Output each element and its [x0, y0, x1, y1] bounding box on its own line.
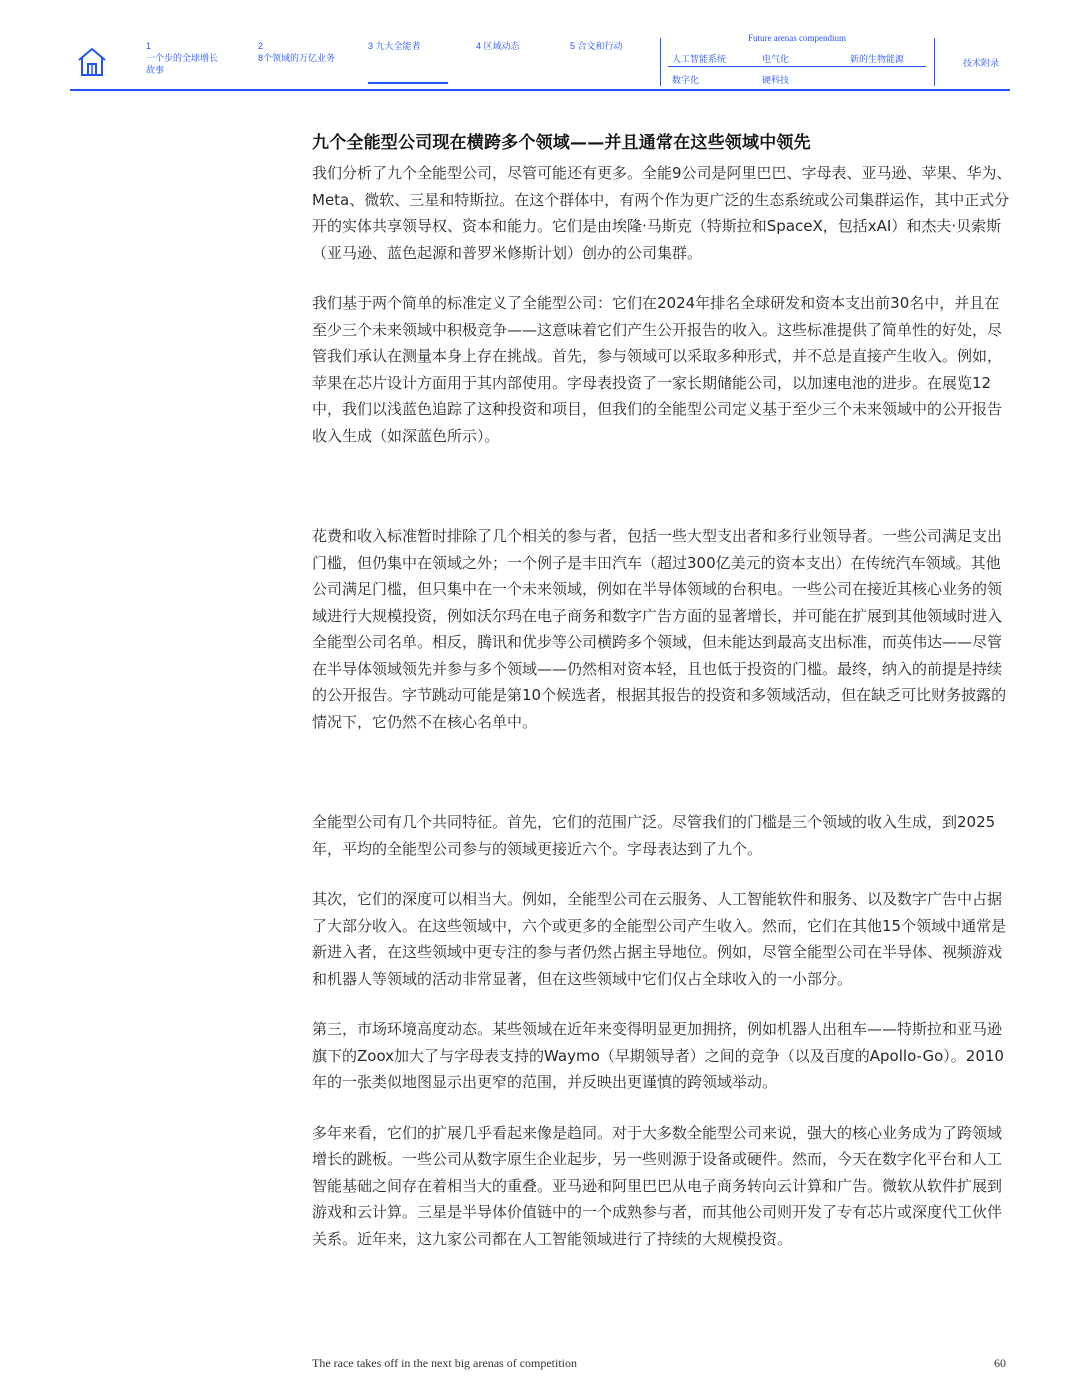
nav-label: 合文和行动	[577, 41, 623, 51]
nav-num: 3	[368, 41, 374, 51]
appendix-link[interactable]: 技术附录	[963, 59, 1000, 69]
page-number: 60	[994, 1356, 1006, 1370]
nav-label: 区域动态	[483, 41, 520, 51]
header-rule	[70, 89, 1010, 91]
arena-link[interactable]: 硬科技	[762, 76, 790, 86]
arena-link[interactable]: 新的生物能源	[850, 55, 905, 65]
divider	[934, 38, 935, 86]
nav-item-1[interactable]	[146, 40, 226, 76]
nav-label: 一个步的全球增长故事	[146, 53, 219, 75]
divider	[668, 66, 926, 67]
nav-num: 5	[570, 41, 576, 51]
nav-label: 九大全能者	[375, 41, 421, 51]
nav-item-4[interactable]	[476, 40, 536, 52]
paragraph: 我们分析了九个全能型公司，尽管可能还有更多。全能9公司是阿里巴巴、字母表、亚马逊、苹果、华为、Meta、微软、三星和特斯拉。在这个群体中，有两个作为更广泛的生态系统或公司集群运作，其中正式分开的实体共享领导权、资本和能力。它们是由埃隆·马斯克（特斯拉和SpaceX，包括xAI）和杰夫·贝索斯（亚马逊、蓝色起源和普罗米修斯计划）创办的公司集群。	[312, 164, 1012, 262]
home-icon[interactable]	[76, 46, 108, 78]
paragraph: 我们基于两个简单的标准定义了全能型公司：它们在2024年排名全球研发和资本支出前30名中，并且在至少三个未来领域中积极竞争——这意味着它们产生公开报告的收入。这些标准提供了简单性的好处，尽管我们承认在测量本身上存在挑战。首先，参与领域可以采取多种形式，并不总是直接产生收入。例如，苹果在芯片设计方面用于其内部使用。字母表投资了一家长期储能公司，以加速电池的进步。在展览12中，我们以浅蓝色追踪了这种投资和项目，但我们的全能型公司定义基于至少三个未来领域中的公开报告收入生成（如深蓝色所示）。	[312, 294, 1003, 445]
nav-item-2[interactable]	[258, 40, 338, 64]
arena-link[interactable]: 电气化	[762, 55, 790, 65]
active-tab-indicator	[368, 82, 448, 84]
footer-title: The race takes off in the next big arenas of competition	[312, 1356, 578, 1370]
arena-link[interactable]: 数字化	[672, 76, 700, 86]
paragraph: 其次，它们的深度可以相当大。例如，全能型公司在云服务、人工智能软件和服务、以及数字广告中占据了大部分收入。在这些领域中，六个或更多的全能型公司产生收入。然而，它们在其他15个领域中通常是新进入者，在这些领域中更专注的参与者仍然占据主导地位。例如，尽管全能型公司在半导体、视频游戏和机器人等领域的活动非常显著，但在这些领域中它们仅占全球收入的一小部分。	[312, 890, 1007, 988]
paragraph: 多年来看，它们的扩展几乎看起来像是趋同。对于大多数全能型公司来说，强大的核心业务成为了跨领域增长的跳板。一些公司从数字原生企业起步，另一些则源于设备或硬件。然而，今天在数字化平台和人工智能基础之间存在着相当大的重叠。亚马逊和阿里巴巴从电子商务转向云计算和广告。微软从软件扩展到游戏和云计算。三星是半导体价值链中的一个成熟参与者，而其他公司则开发了专有芯片或深度代工伙伴关系。近年来，这九家公司都在人工智能领域进行了持续的大规模投资。	[312, 1123, 1003, 1248]
divider	[660, 38, 661, 86]
nav-item-5[interactable]	[570, 40, 630, 52]
arenas-compendium	[660, 30, 934, 90]
nav-num: 1	[146, 41, 152, 51]
nav-num: 4	[476, 41, 482, 51]
arena-link[interactable]: 人工智能系统	[672, 55, 727, 65]
article-body	[312, 130, 1012, 1252]
page-header	[70, 30, 1010, 90]
paragraph: 花费和收入标准暂时排除了几个相关的参与者，包括一些大型支出者和多行业领导者。一些公司满足支出门槛，但仍集中在领域之外；一个例子是丰田汽车（超过300亿美元的资本支出）在传统汽车领域。其他公司满足门槛，但只集中在一个未来领域，例如在半导体领域的台积电。一些公司在接近其核心业务的领域进行大规模投资，例如沃尔玛在电子商务和数字广告方面的显著增长，并可能在扩展到其他领域时进入全能型公司名单。相反，腾讯和优步等公司横跨多个领域，但未能达到最高支出标准，而英伟达——尽管在半导体领域领先并参与多个领域——仍然相对资本轻，且也低于投资的门槛。最终，纳入的前提是持续的公开报告。字节跳动可能是第10个候选者，根据其报告的投资和多领域活动，但在缺乏可比财务披露的情况下，它仍然不在核心名单中。	[312, 527, 1007, 731]
paragraph: 第三，市场环境高度动态。某些领域在近年来变得明显更加拥挤，例如机器人出租车——特斯拉和亚马逊旗下的Zoox加大了与字母表支持的Waymo（早期领导者）之间的竞争（以及百度的Apollo-Go）。2010年的一张类似地图显示出更窄的范围，并反映出更谨慎的跨领域举动。	[312, 1020, 1004, 1091]
arenas-title: Future arenas compendium	[748, 33, 846, 43]
article-title: 九个全能型公司现在横跨多个领域——并且通常在这些领域中领先	[312, 133, 811, 153]
paragraph: 全能型公司有几个共同特征。首先，它们的范围广泛。尽管我们的门槛是三个领域的收入生成，到2025年，平均的全能型公司参与的领域更接近六个。字母表达到了九个。	[312, 813, 996, 858]
nav-item-3[interactable]	[368, 40, 428, 52]
nav-num: 2	[258, 41, 264, 51]
nav-label: 8个领域的万亿业务	[258, 53, 336, 63]
